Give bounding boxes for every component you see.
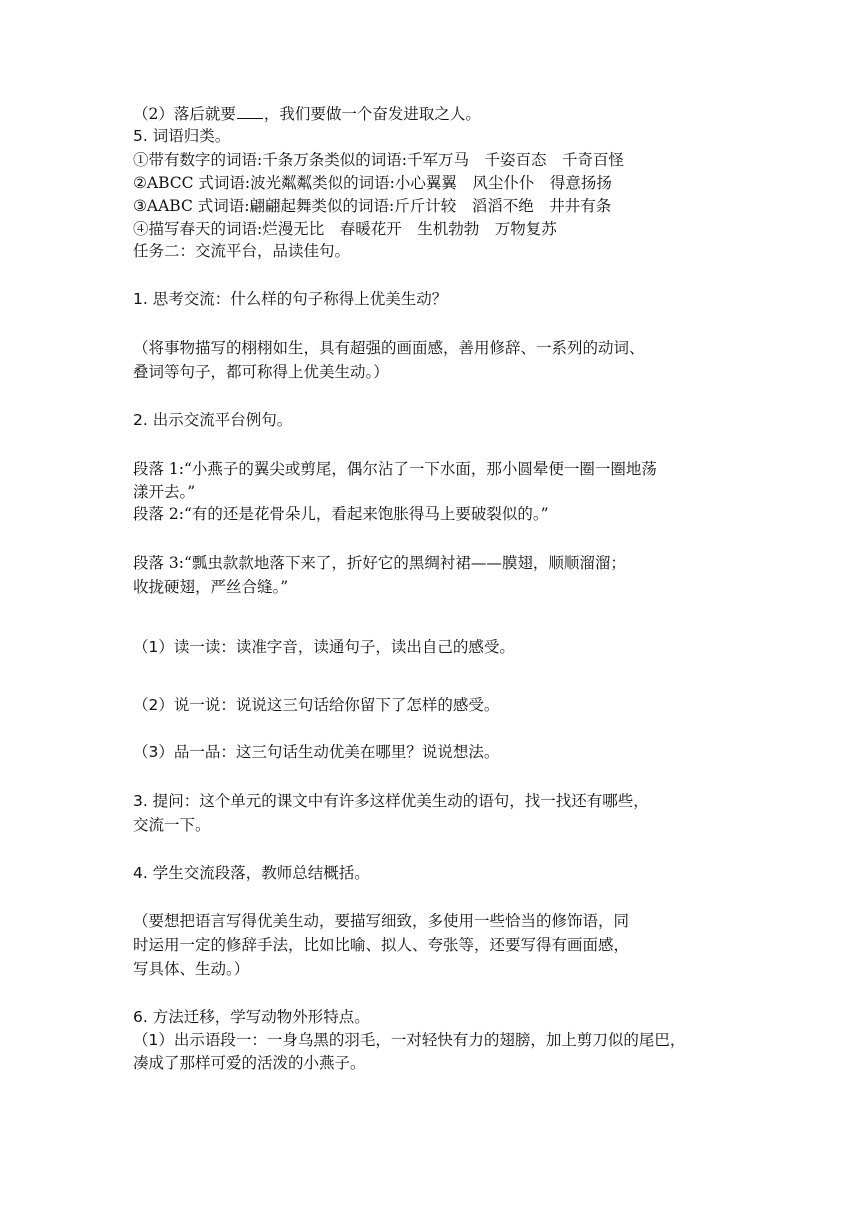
- step-3-question-line-1: 3. 提问：这个单元的课文中有许多这样优美生动的语句，找一找还有哪些，: [133, 792, 649, 810]
- activity-read: （1）读一读：读准字音，读通句子，读出自己的感受。: [133, 638, 515, 656]
- sentence-end: ，我们要做一个奋发进取之人。: [263, 105, 481, 123]
- step-1-discussion: 1. 思考交流：什么样的句子称得上优美生动？: [133, 290, 448, 308]
- activity-speak: （2）说一说：说说这三句话给你留下了怎样的感受。: [133, 696, 500, 714]
- section-heading-word-classification: 5. 词语归类。: [133, 127, 231, 145]
- summary-note-line-1: （要想把语言写得优美生动，要描写细致，多使用一些恰当的修饰语，同: [133, 912, 630, 930]
- sentence-start: （2）落后就要: [133, 105, 236, 123]
- excerpt-1-line-2: 凑成了那样可爱的活泼的小燕子。: [133, 1054, 366, 1072]
- word-group-spring: ④描写春天的词语:烂漫无比 春暖花开 生机勃勃 万物复苏: [133, 220, 557, 238]
- fill-blank-sentence: [133, 103, 481, 125]
- paragraph-3-line-2: 收拢硬翅，严丝合缝。”: [133, 578, 289, 596]
- answer-note-line-1: （将事物描写的栩栩如生，具有超强的画面感，善用修辞、一系列的动词、: [133, 339, 645, 357]
- summary-note-line-3: 写具体、生动。）: [133, 960, 250, 978]
- paragraph-3-line-1: 段落 3:“瓢虫款款地落下来了，折好它的黑绸衬裙——膜翅，顺顺溜溜；: [133, 554, 626, 572]
- task-two-heading: 任务二：交流平台，品读佳句。: [133, 242, 351, 260]
- answer-note-line-2: 叠词等句子，都可称得上优美生动。）: [133, 363, 389, 381]
- activity-appreciate: （3）品一品：这三句话生动优美在哪里？说说想法。: [133, 743, 500, 761]
- paragraph-1-line-1: 段落 1:“小燕子的翼尖或剪尾，偶尔沾了一下水面，那小圆晕便一圈一圈地荡: [133, 460, 657, 478]
- summary-note-line-2: 时运用一定的修辞手法，比如比喻、拟人、夸张等，还要写得有画面感，: [133, 936, 630, 954]
- word-group-aabc: ③AABC 式词语:翩翩起舞类似的词语:斤斤计较 滔滔不绝 井井有条: [133, 197, 612, 215]
- word-group-numbers: ①带有数字的词语:千条万条类似的词语:千军万马 千姿百态 千奇百怪: [133, 151, 624, 169]
- step-3-question-line-2: 交流一下。: [133, 816, 211, 834]
- word-group-abcc: ②ABCC 式词语:波光粼粼类似的词语:小心翼翼 风尘仆仆 得意扬扬: [133, 174, 612, 192]
- step-2-show-examples: 2. 出示交流平台例句。: [133, 411, 293, 429]
- paragraph-2: 段落 2:“有的还是花骨朵儿，看起来饱胀得马上要破裂似的。”: [133, 505, 549, 523]
- answer-blank: [237, 104, 263, 119]
- step-6-method-transfer: 6. 方法迁移，学写动物外形特点。: [133, 1008, 370, 1026]
- excerpt-1-line-1: （1）出示语段一：一身乌黑的羽毛，一对轻快有力的翅膀，加上剪刀似的尾巴，: [133, 1031, 686, 1049]
- step-4-summary: 4. 学生交流段落，教师总结概括。: [133, 864, 370, 882]
- paragraph-1-line-2: 漾开去。”: [133, 483, 196, 501]
